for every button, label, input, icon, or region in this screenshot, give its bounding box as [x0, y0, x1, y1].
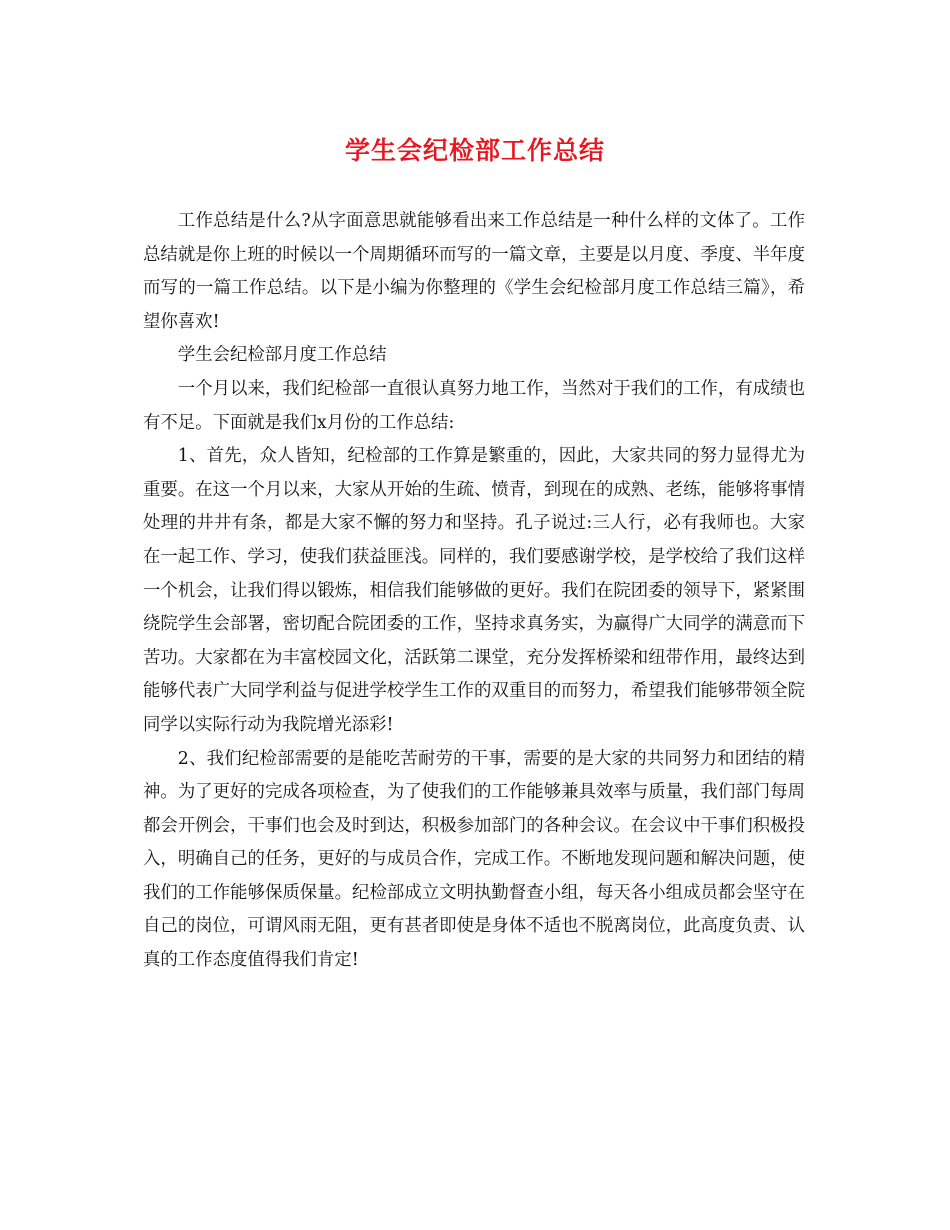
document-title: 学生会纪检部工作总结 [344, 136, 605, 165]
paragraph-point-2: 2、我们纪检部需要的是能吃苦耐劳的干事，需要的是大家的共同努力和团结的精神。为了更好的完成各项检查，为了使我们的工作能够兼具效率与质量，我们部门每周都会开例会，干事们也会及时到达，积极参加部门的各种会议。在会议中干事们积极投入，明确自己的任务，更好的与成员合作，完成工作。不断地发现问题和解决问题，使我们的工作能够保质保量。纪检部成立文明执勤督查小组，每天各小组成员都会坚守在自己的岗位，可谓风雨无阻，更有甚者即使是身体不适也不脱离岗位，此高度负责、认真的工作态度值得我们肯定! [143, 748, 805, 971]
paragraph-subheading: 学生会纪检部月度工作总结 [177, 345, 387, 366]
paragraph-point-1: 1、首先，众人皆知，纪检部的工作算是繁重的，因此，大家共同的努力显得尤为重要。在这一个月以来，大家从开始的生疏、愤青，到现在的成熟、老练，能够将事情处理的井井有条，都是大家不懈的努力和坚持。孔子说过:三人行，必有我师也。大家在一起工作、学习，使我们获益匪浅。同样的，我们要感谢学校，是学校给了我们这样一个机会，让我们得以锻炼，相信我们能够做的更好。我们在院团委的领导下，紧紧围绕院学生会部署，密切配合院团委的工作，坚持求真务实，为赢得广大同学的满意而下苦功。大家都在为丰富校园文化，活跃第二课堂，充分发挥桥梁和纽带作用，最终达到能够代表广大同学利益与促进学校学生工作的双重目的而努力，希望我们能够带领全院同学以实际行动为我院增光添彩! [143, 446, 805, 735]
paragraph-intro: 工作总结是什么?从字面意思就能够看出来工作总结是一种什么样的文体了。工作总结就是你上班的时候以一个周期循环而写的一篇文章，主要是以月度、季度、半年度而写的一篇工作总结。以下是小编为你整理的《学生会纪检部月度工作总结三篇》，希望你喜欢! [143, 211, 805, 332]
document-body [143, 205, 805, 978]
paragraph-overview: 一个月以来，我们纪检部一直很认真努力地工作，当然对于我们的工作，有成绩也有不足。下面就是我们x月份的工作总结: [143, 378, 805, 433]
